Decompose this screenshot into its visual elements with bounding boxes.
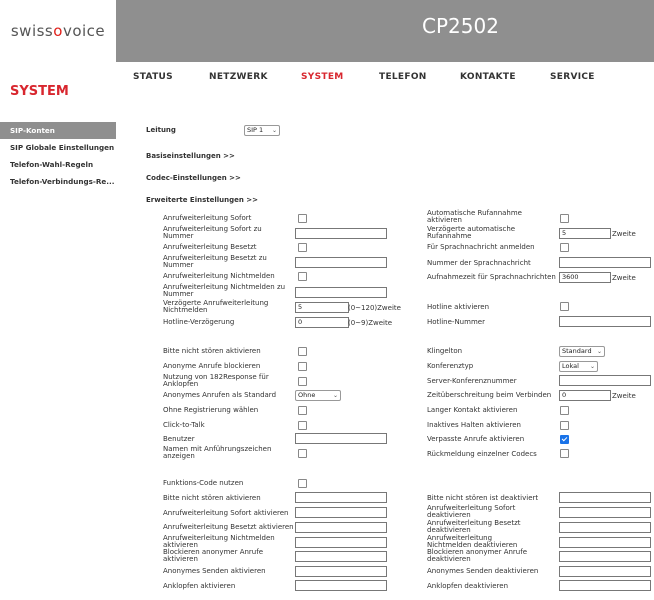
- input-anonym-deakt[interactable]: [559, 566, 651, 577]
- input-block-deakt[interactable]: [559, 551, 651, 562]
- label-sprach-anmelden: Für Sprachnachricht anmelden: [427, 243, 535, 251]
- checkbox-hotline-akt[interactable]: [560, 302, 569, 311]
- input-hotline-verz[interactable]: [295, 317, 349, 328]
- main-nav: [116, 62, 654, 102]
- label-inaktiv: Inaktives Halten aktivieren: [427, 421, 521, 429]
- verz-range: (0~120)Zweite: [348, 304, 401, 312]
- sidebar-item-sip-konten[interactable]: SIP-Konten: [0, 122, 116, 139]
- logo-text: swissovoice: [10, 22, 106, 40]
- label-sofort-akt: Anrufweiterleitung Sofort aktivieren: [163, 509, 289, 517]
- label-verz-anruf: Verzögerte Anrufweiterleitung Nichtmelden: [163, 299, 269, 314]
- label-anruf-sofort: Anrufweiterleitung Sofort: [163, 214, 252, 222]
- label-funktion: Funktions-Code nutzen: [163, 479, 244, 487]
- nav-status[interactable]: STATUS: [133, 72, 173, 82]
- input-verz-auto[interactable]: [559, 228, 611, 239]
- nav-netzwerk[interactable]: NETZWERK: [209, 72, 268, 82]
- label-anruf-nicht: Anrufweiterleitung Nichtmelden: [163, 272, 275, 280]
- chevron-down-icon: ⌄: [271, 127, 277, 134]
- label-block-deakt: Blockieren anonymer Anrufe deaktivieren: [427, 548, 528, 563]
- hotline-range: (0~9)Zweite: [348, 319, 393, 327]
- checkbox-inaktiv[interactable]: [560, 421, 569, 430]
- sidebar-title: SYSTEM: [10, 84, 69, 99]
- input-benutzer[interactable]: [295, 433, 387, 444]
- brand-logo[interactable]: [0, 0, 116, 62]
- label-besetzt-akt: Anrufweiterleitung Besetzt aktivieren: [163, 523, 294, 531]
- label-rueck: Rückmeldung einzelner Codecs: [427, 450, 537, 458]
- checkbox-namen[interactable]: [298, 449, 307, 458]
- label-aufnahme: Aufnahmezeit für Sprachnachrichten: [427, 273, 556, 281]
- checkbox-anruf-besetzt[interactable]: [298, 243, 307, 252]
- label-nummer-sprach: Nummer der Sprachnachricht: [427, 259, 531, 267]
- select-klingelton[interactable]: [559, 346, 605, 357]
- label-klingelton: Klingelton: [427, 347, 463, 355]
- checkbox-anonyme-block[interactable]: [298, 362, 307, 371]
- zeit-unit: Zweite: [612, 392, 636, 400]
- label-nicht-akt: Anrufweiterleitung Nichtmelden aktivieren: [163, 534, 275, 549]
- klingelton-value: Standard: [562, 347, 592, 355]
- input-anruf-besetzt-nummer[interactable]: [295, 257, 387, 268]
- label-dnd-deakt: Bitte nicht stören ist deaktiviert: [427, 494, 539, 502]
- checkbox-nutzung-182[interactable]: [298, 377, 307, 386]
- nav-system[interactable]: SYSTEM: [301, 72, 344, 82]
- label-anonym-standard: Anonymes Anrufen als Standard: [163, 391, 277, 399]
- label-anruf-besetzt: Anrufweiterleitung Besetzt: [163, 243, 257, 251]
- label-namen: Namen mit Anführungszeichen anzeigen: [163, 445, 272, 460]
- input-nicht-akt[interactable]: [295, 537, 387, 548]
- input-anruf-nicht-nummer[interactable]: [295, 287, 387, 298]
- label-hotline-akt: Hotline aktivieren: [427, 303, 490, 311]
- chevron-down-icon: ⌄: [596, 348, 602, 355]
- checkbox-funktion[interactable]: [298, 479, 307, 488]
- input-dnd-akt[interactable]: [295, 492, 387, 503]
- input-hotline-nummer[interactable]: [559, 316, 651, 327]
- label-anonyme-block: Anonyme Anrufe blockieren: [163, 362, 261, 370]
- nav-kontakte[interactable]: KONTAKTE: [460, 72, 516, 82]
- label-anonym-senden: Anonymes Senden aktivieren: [163, 567, 266, 575]
- input-nicht-deakt[interactable]: [559, 537, 651, 548]
- verz-auto-unit: Zweite: [612, 230, 636, 238]
- konferenz-value: Lokal: [562, 362, 579, 370]
- leitung-select[interactable]: [244, 125, 280, 136]
- anonym-standard-value: Ohne: [298, 391, 316, 399]
- label-anruf-besetzt-nummer: Anrufweiterleitung Besetzt zu Nummer: [163, 254, 267, 269]
- checkbox-dnd[interactable]: [298, 347, 307, 356]
- label-nicht-deakt: Anrufweiterleitung Nichtmelden deaktivieren: [427, 534, 518, 549]
- input-dnd-deakt[interactable]: [559, 492, 651, 503]
- label-anruf-nicht-nummer: Anrufweiterleitung Nichtmelden zu Nummer: [163, 283, 286, 298]
- label-block-akt: Blockieren anonymer Anrufe aktivieren: [163, 548, 264, 563]
- input-sofort-akt[interactable]: [295, 507, 387, 518]
- sidebar: [0, 62, 116, 600]
- label-besetzt-deakt: Anrufweiterleitung Besetzt deaktivieren: [427, 519, 521, 534]
- label-dnd-akt: Bitte nicht stören aktivieren: [163, 494, 261, 502]
- input-server-konf[interactable]: [559, 375, 651, 386]
- checkbox-auto-rufannahme[interactable]: [560, 214, 569, 223]
- input-aufnahme[interactable]: [559, 272, 611, 283]
- input-anruf-sofort-nummer[interactable]: [295, 228, 387, 239]
- checkbox-rueck[interactable]: [560, 449, 569, 458]
- sidebar-item-wahl-regeln[interactable]: Telefon-Wahl-Regeln: [10, 160, 94, 169]
- nav-telefon[interactable]: TELEFON: [379, 72, 427, 82]
- label-verz-auto: Verzögerte automatische Rufannahme: [427, 225, 516, 240]
- label-dnd: Bitte nicht stören aktivieren: [163, 347, 261, 355]
- label-anklopfen: Anklopfen aktivieren: [163, 582, 236, 590]
- sidebar-item-sip-global[interactable]: SIP Globale Einstellungen: [10, 143, 115, 152]
- chevron-down-icon: ⌄: [589, 363, 595, 370]
- checkbox-langer[interactable]: [560, 406, 569, 415]
- main-content: [116, 102, 654, 600]
- checkbox-anruf-nicht[interactable]: [298, 272, 307, 281]
- model-banner: [116, 0, 654, 62]
- label-langer: Langer Kontakt aktivieren: [427, 406, 518, 414]
- label-anruf-sofort-nummer: Anrufweiterleitung Sofort zu Nummer: [163, 225, 262, 240]
- input-besetzt-akt[interactable]: [295, 522, 387, 533]
- sidebar-item-verbindungs-regeln[interactable]: Telefon-Verbindungs-Re...: [10, 177, 115, 186]
- label-anonym-deakt: Anonymes Senden deaktivieren: [427, 567, 539, 575]
- sidebar-menu: [0, 122, 116, 190]
- section-codec[interactable]: Codec-Einstellungen >>: [146, 174, 241, 182]
- top-bar: [0, 0, 654, 62]
- input-zeit[interactable]: [559, 390, 611, 401]
- label-verpasst: Verpasste Anrufe aktivieren: [427, 435, 525, 443]
- label-benutzer: Benutzer: [163, 435, 195, 443]
- checkbox-click-to-talk[interactable]: [298, 421, 307, 430]
- input-anklopfen[interactable]: [295, 580, 387, 591]
- label-auto-rufannahme: Automatische Rufannahme aktivieren: [427, 209, 522, 224]
- input-anklopfen-deakt[interactable]: [559, 580, 651, 591]
- checkbox-sprach-anmelden[interactable]: [560, 243, 569, 252]
- label-nutzung-182: Nutzung von 182Response für Anklopfen: [163, 373, 269, 388]
- select-anonym-standard[interactable]: [295, 390, 341, 401]
- checkbox-anruf-sofort[interactable]: [298, 214, 307, 223]
- select-konferenz[interactable]: [559, 361, 598, 372]
- chevron-down-icon: ⌄: [332, 392, 338, 399]
- leitung-label: Leitung: [146, 126, 176, 134]
- model-name: CP2502: [422, 14, 499, 38]
- checkbox-verpasst[interactable]: [560, 435, 569, 444]
- input-nummer-sprach[interactable]: [559, 257, 651, 268]
- section-basis[interactable]: Basiseinstellungen >>: [146, 152, 235, 160]
- label-zeit: Zeitüberschreitung beim Verbinden: [427, 391, 552, 399]
- label-konferenz: Konferenztyp: [427, 362, 474, 370]
- nav-service[interactable]: SERVICE: [550, 72, 595, 82]
- section-erweitert[interactable]: Erweiterte Einstellungen >>: [146, 196, 259, 204]
- label-server-konf: Server-Konferenznummer: [427, 377, 517, 385]
- label-hotline-nummer: Hotline-Nummer: [427, 318, 485, 326]
- label-click-to-talk: Click-to-Talk: [163, 421, 205, 429]
- leitung-value: SIP 1: [247, 126, 264, 134]
- label-hotline-verz: Hotline-Verzögerung: [163, 318, 235, 326]
- label-ohne-reg: Ohne Registrierung wählen: [163, 406, 259, 414]
- input-verz-anruf[interactable]: [295, 302, 349, 313]
- input-block-akt[interactable]: [295, 551, 387, 562]
- input-sofort-deakt[interactable]: [559, 507, 651, 518]
- label-sofort-deakt: Anrufweiterleitung Sofort deaktivieren: [427, 504, 516, 519]
- aufnahme-unit: Zweite: [612, 274, 636, 282]
- label-anklopfen-deakt: Anklopfen deaktivieren: [427, 582, 509, 590]
- checkbox-ohne-reg[interactable]: [298, 406, 307, 415]
- input-anonym-senden[interactable]: [295, 566, 387, 577]
- input-besetzt-deakt[interactable]: [559, 522, 651, 533]
